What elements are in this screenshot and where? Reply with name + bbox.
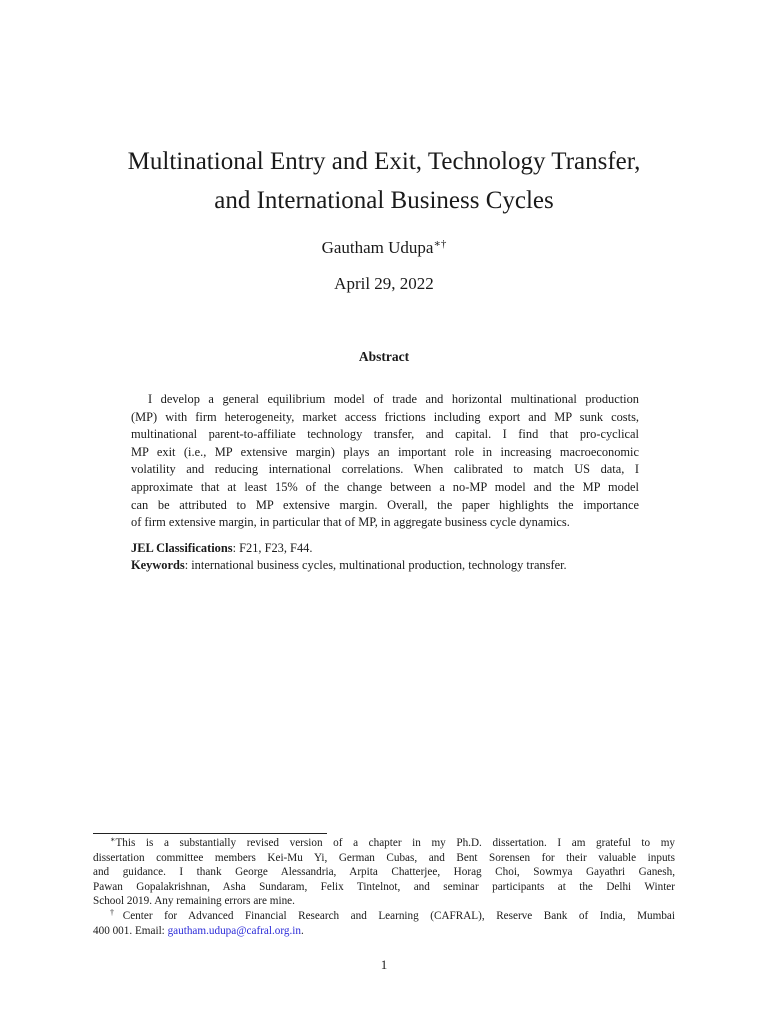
title-line-1: Multinational Entry and Exit, Technology Transfer, xyxy=(127,148,641,175)
email-link[interactable]: gautham.udupa@cafral.org.in xyxy=(167,924,302,937)
footnote-1-text: This is a substantially revised version of a chapter in my Ph.D. dissertation. I am grateful to my xyxy=(115,837,675,849)
abstract-body xyxy=(131,391,639,532)
abstract-line: volatility and reducing international correlations. When calibrated to match US data, I xyxy=(131,462,639,477)
abstract-heading: Abstract xyxy=(358,349,410,364)
footnote-2-mark: † xyxy=(110,907,123,917)
abstract-line: can be attributed to MP extensive margin. Overall, the paper highlights the importance xyxy=(131,497,639,512)
jel-classifications xyxy=(131,540,639,557)
keywords-value: : international business cycles, multinational production, technology transfer. xyxy=(184,558,567,572)
abstract-line: I develop a general equilibrium model of trade and horizontal multinational production xyxy=(148,392,639,406)
abstract-line: multinational parent-to-affiliate technology transfer, and capital. I find that pro-cyclical xyxy=(131,427,639,442)
author-name: Gautham Udupa xyxy=(321,238,434,257)
footnote-1-line: dissertation committee members Kei-Mu Yi, German Cubas, and Bent Sorensen for their valuable inputs xyxy=(93,851,675,864)
footnote-rule xyxy=(93,833,327,834)
footnote-2-prefix: 400 001. Email: xyxy=(93,924,168,937)
paper-title xyxy=(60,142,708,220)
footnote-2-line xyxy=(93,924,675,939)
footnote-1-line xyxy=(93,836,675,851)
jel-label: JEL Classifications xyxy=(131,541,233,555)
footnote-1-line: and guidance. I thank George Alessandria, Arpita Chatterjee, Horag Choi, Sowmya Gayathri Ganesh, xyxy=(93,866,675,879)
footnote-1-line: Pawan Gopalakrishnan, Asha Sundaram, Felix Tintelnot, and seminar participants at the Delhi Winter xyxy=(93,880,675,893)
footnote-2-suffix: . xyxy=(301,924,304,937)
footnotes xyxy=(93,836,675,938)
page-number: 1 xyxy=(380,957,388,972)
paper-date: April 29, 2022 xyxy=(334,274,434,293)
footnote-1-mark: ∗ xyxy=(110,835,116,844)
abstract-line: of firm extensive margin, in particular that of MP, in aggregate business cycle dynamics. xyxy=(131,515,570,530)
keywords-label: Keywords xyxy=(131,558,185,572)
footnote-1-line: School 2019. Any remaining errors are mine. xyxy=(93,895,295,908)
title-line-2: and International Business Cycles xyxy=(214,187,554,214)
author xyxy=(60,237,708,259)
abstract-line: approximate that at least 15% of the change between a no-MP model and the MP model xyxy=(131,479,639,494)
author-footnote-marks: ∗† xyxy=(433,238,447,250)
jel-value: : F21, F23, F44. xyxy=(232,541,313,555)
footnote-2-text: Center for Advanced Financial Research and Learning (CAFRAL), Reserve Bank of India, Mumbai xyxy=(122,909,676,922)
abstract-line: MP exit (i.e., MP extensive margin) plays an important role in increasing macroeconomic xyxy=(131,444,639,459)
keywords xyxy=(131,557,639,574)
abstract-line: (MP) with firm heterogeneity, market access frictions including export and MP sunk costs, xyxy=(131,409,639,424)
footnote-2-line xyxy=(93,909,675,924)
